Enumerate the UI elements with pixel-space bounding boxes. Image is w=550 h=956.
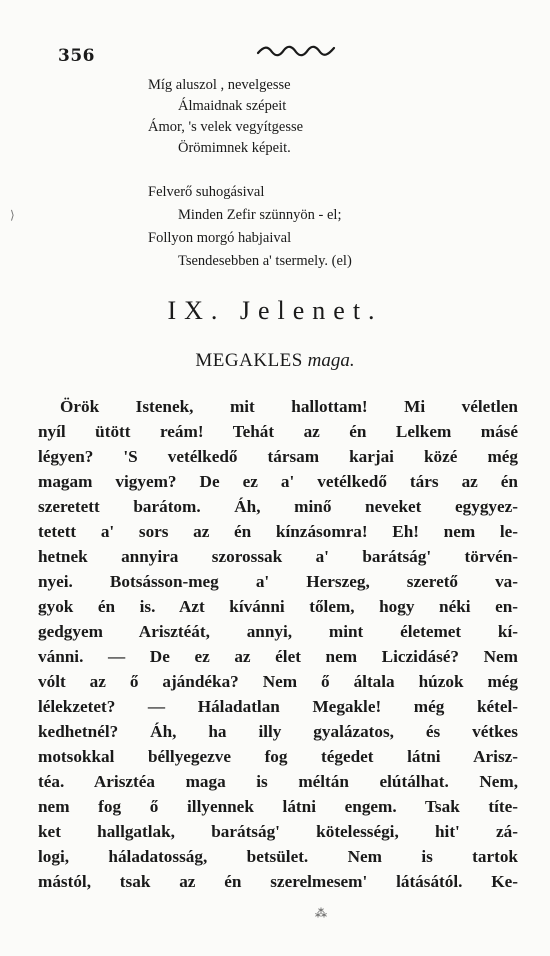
prose-line: gedgyem Arisztéát, annyi, mint életemet kí-	[38, 622, 518, 641]
verse-line: Álmaidnak szépeit	[178, 98, 287, 114]
prose-line: Örök Istenek, mit hallottam! Mi véletlen	[60, 397, 518, 416]
prose-line: téa. Arisztéa maga is méltán elútálhat. Nem,	[38, 772, 518, 791]
prose-line: logi, háladatosság, betsület. Nem is tartok	[38, 847, 518, 866]
prose-line: motsokkal béllyegezve fog tégedet látni Arisz-	[38, 747, 518, 766]
prose-line: vólt az ő ajándéka? Nem ő általa húzok még	[38, 672, 518, 691]
prose-line: gyok én is. Azt kívánni tőlem, hogy néki en-	[38, 597, 518, 616]
scene-heading: IX. Jelenet.	[167, 296, 383, 325]
verse-line: Tsendesebben a' tsermely. (el)	[178, 253, 352, 269]
prose-line: szeretett barátom. Áh, minő neveket egygyez-	[38, 497, 518, 516]
verse-line: Míg aluszol , nevelgesse	[148, 77, 291, 93]
prose-line: vánni. — De ez az élet nem Liczidásé? Nem	[38, 647, 518, 666]
prose-line: tetett a' sors az én kínzásomra! Eh! nem le-	[38, 522, 518, 541]
prose-line: magam vigyem? De ez a' vetélkedő társ az én	[38, 472, 518, 491]
prose-block	[38, 394, 518, 894]
speaker-line	[0, 350, 550, 372]
prose-line: mástól, tsak az én szerelmesem' látásától. Ke-	[38, 872, 518, 891]
prose-line: nem fog ő illyennek látni engem. Tsak títe-	[38, 797, 518, 816]
verse-line: Örömimnek képeit.	[178, 140, 291, 156]
ornament-icon	[256, 44, 336, 58]
ink-smudge: ⁂	[315, 906, 327, 920]
verse-line: Ámor, 's velek vegyítgesse	[148, 119, 304, 135]
prose-line: légyen? 'S vetélkedő társam karjai közé még	[38, 447, 518, 466]
verse-line: Follyon morgó habjaival	[148, 230, 292, 246]
prose-line: hetnek annyira szorossak a' barátság' törvén-	[38, 547, 518, 566]
prose-line: kedhetnél? Áh, ha illy gyalázatos, és vétkes	[38, 722, 518, 741]
margin-mark: ⟩	[10, 208, 15, 222]
prose-line: nyíl ütött reám! Tehát az én Lelkem másé	[38, 422, 518, 441]
verse-line: Minden Zefir szünnyön - el;	[178, 207, 342, 223]
page-number: 356	[58, 46, 95, 66]
prose-line: nyei. Botsásson-meg a' Herszeg, szerető va-	[38, 572, 518, 591]
prose-line: ket hallgatlak, barátság' kötelességi, hit' zá-	[38, 822, 518, 841]
verse-line: Felverő suhogásival	[148, 184, 265, 200]
speaker-name: MEGAKLES	[195, 350, 303, 371]
stage-direction: maga.	[307, 350, 355, 371]
prose-line: lélekzetet? — Háladatlan Megakle! még kétel-	[38, 697, 518, 716]
